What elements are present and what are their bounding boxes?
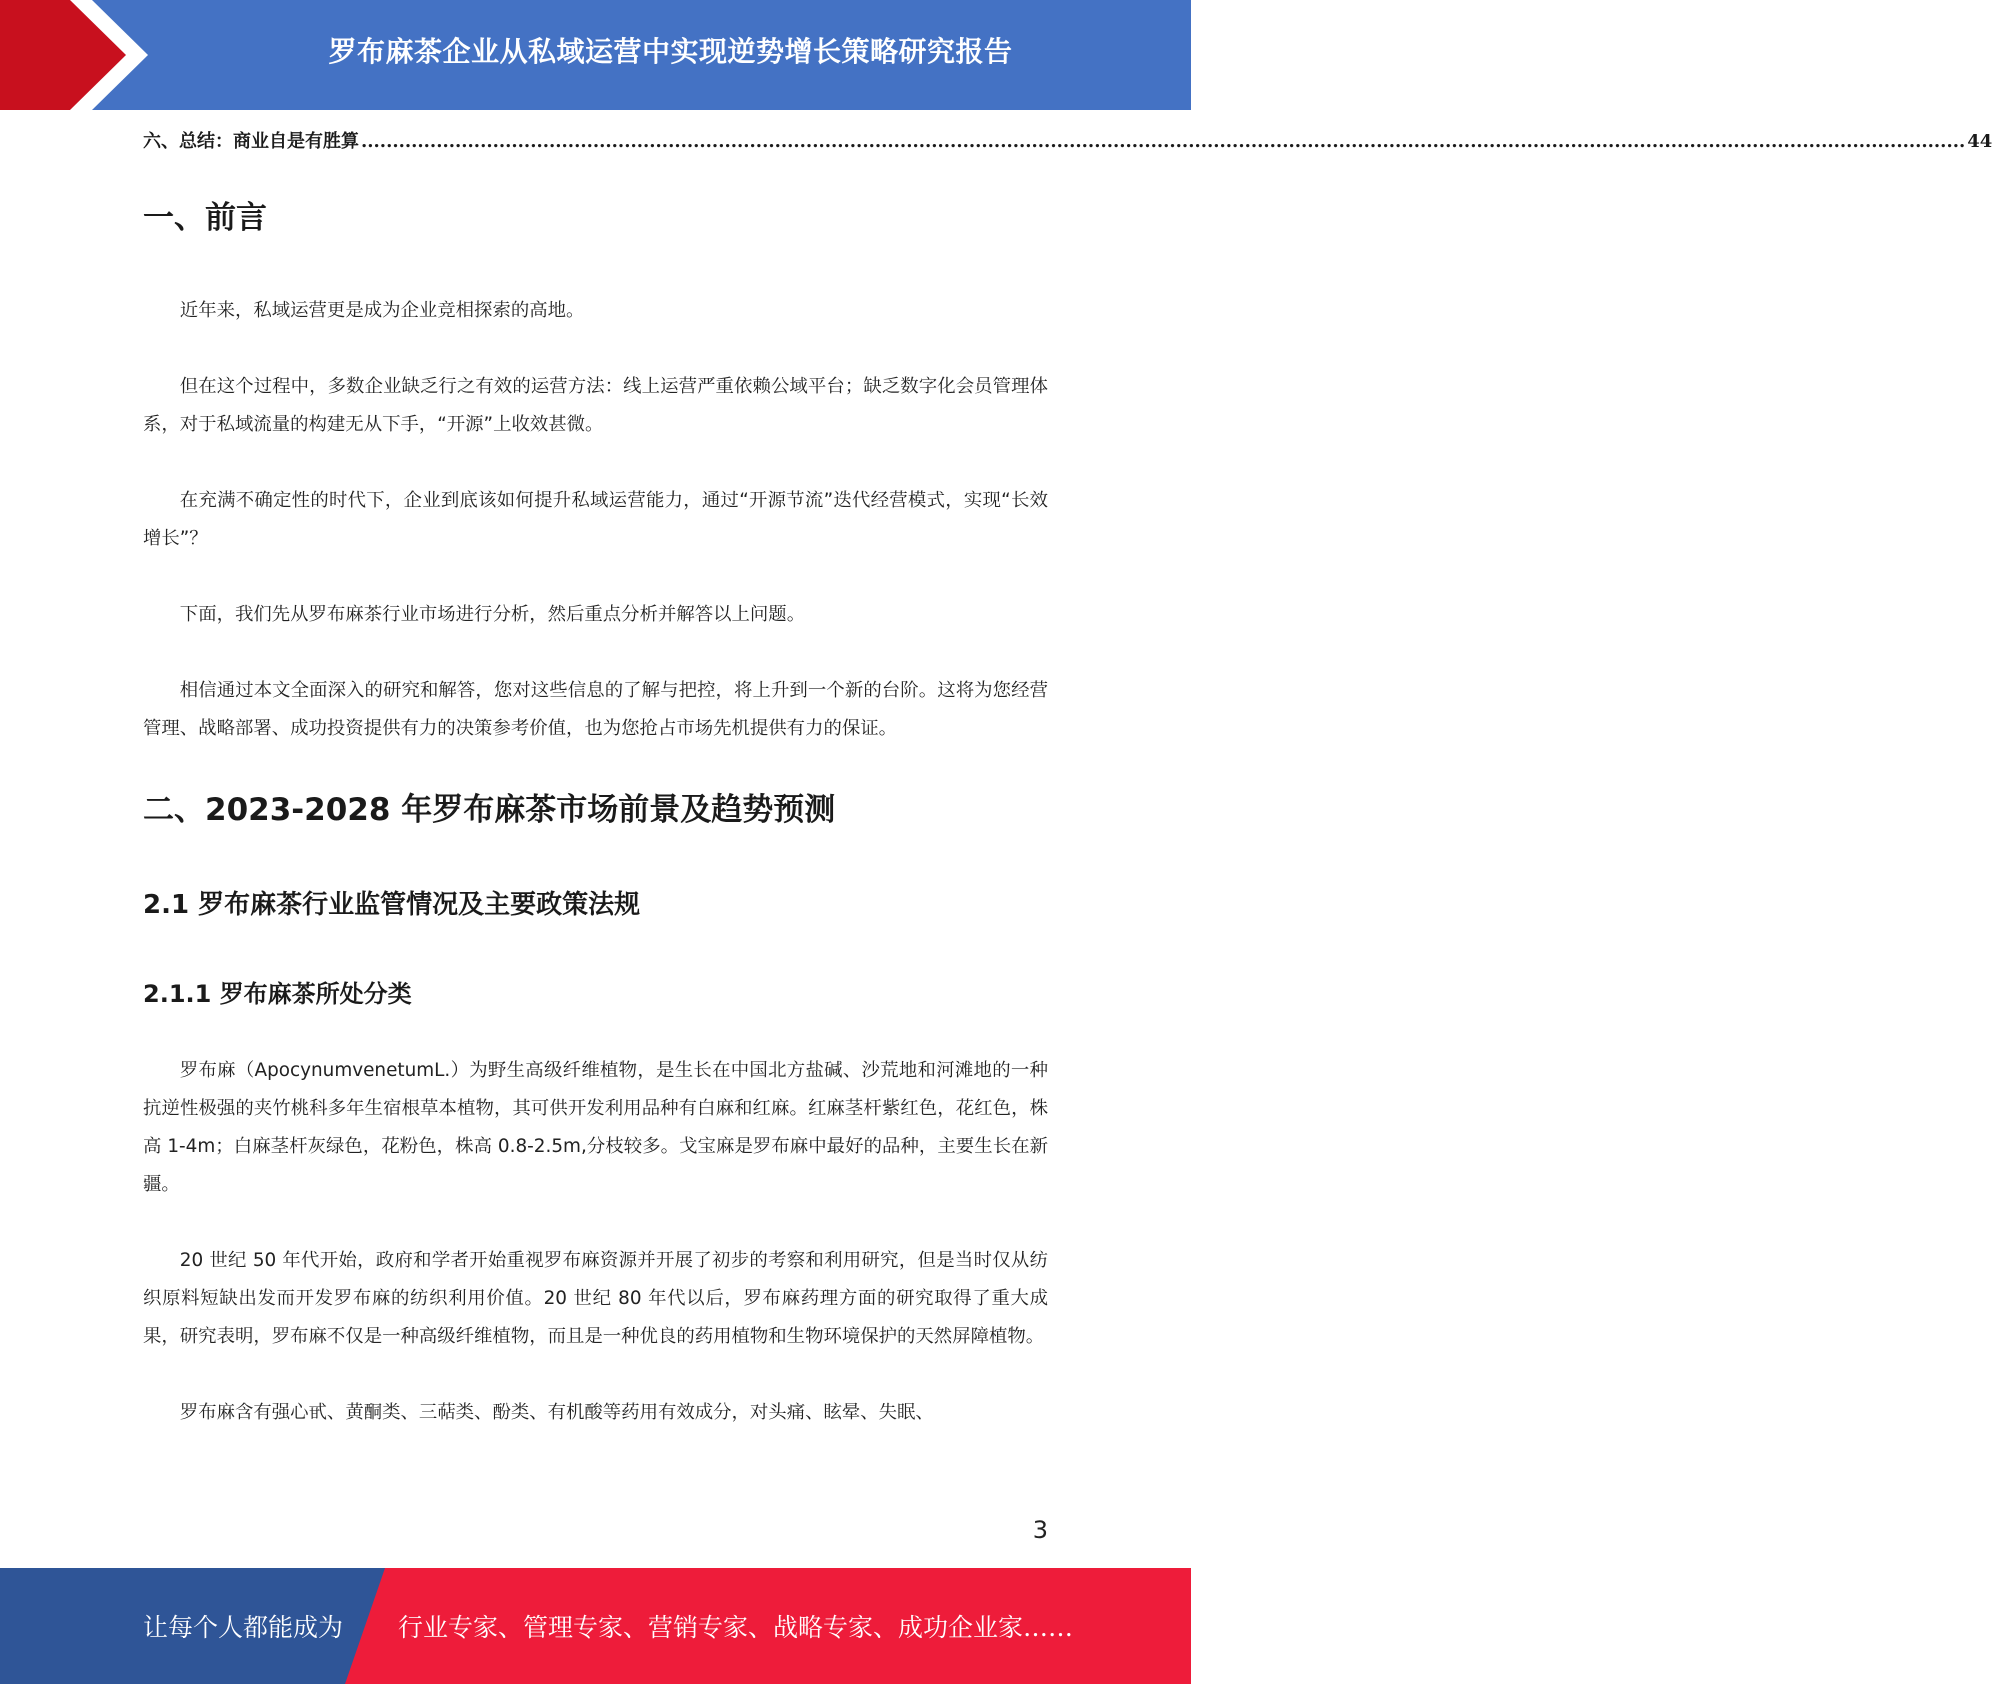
toc-entry-page: 44	[1967, 131, 1992, 152]
toc-entry[interactable]	[143, 126, 1992, 158]
footer-slogan-left: 让每个人都能成为	[143, 1613, 344, 1642]
toc-leader-dots: ................................................................................................................................................................................................................................................................	[361, 131, 1966, 152]
header-banner	[0, 0, 1191, 110]
section-heading-forecast: 二、2023-2028 年罗布麻茶市场前景及趋势预测	[143, 792, 836, 828]
classification-paragraph: 罗布麻（ApocynumvenetumL.）为野生高级纤维植物，是生长在中国北方盐碱、沙荒地和河滩地的一种抗逆性极强的夹竹桃科多年生宿根草本植物，其可供开发利用品种有白麻和红麻。红麻茎杆紫红色，花红色，株高 1-4m；白麻茎杆灰绿色，花粉色，株高 0.8-2.5m,分枝较多。戈宝麻是罗布麻中最好的品种，主要生长在新疆。	[143, 1060, 1048, 1195]
intro-paragraph: 近年来，私域运营更是成为企业竞相探索的高地。	[179, 300, 585, 321]
toc-entry-label: 六、总结：商业自是有胜算	[143, 131, 359, 152]
intro-paragraph: 相信通过本文全面深入的研究和解答，您对这些信息的了解与把控，将上升到一个新的台阶。这将为您经营管理、战略部署、成功投资提供有力的决策参考价值，也为您抢占市场先机提供有力的保证。	[143, 680, 1048, 739]
subsubsection-heading-classification: 2.1.1 罗布麻茶所处分类	[143, 980, 412, 1008]
classification-paragraph: 20 世纪 50 年代开始，政府和学者开始重视罗布麻资源并开展了初步的考察和利用研究，但是当时仅从纺织原料短缺出发而开发罗布麻的纺织利用价值。20 世纪 80 年代以后，罗布麻药理方面的研究取得了重大成果，研究表明，罗布麻不仅是一种高级纤维植物，而且是一种优良的药用植物和生物环境保护的天然屏障植物。	[143, 1250, 1048, 1347]
intro-paragraph: 但在这个过程中，多数企业缺乏行之有效的运营方法：线上运营严重依赖公域平台；缺乏数字化会员管理体系，对于私域流量的构建无从下手，“开源”上收效甚微。	[143, 376, 1048, 435]
page-content	[143, 126, 1992, 1432]
footer-banner	[0, 1568, 1191, 1684]
intro-paragraph: 下面，我们先从罗布麻茶行业市场进行分析，然后重点分析并解答以上问题。	[179, 604, 806, 625]
footer-slogan-right: 行业专家、管理专家、营销专家、战略专家、成功企业家……	[398, 1613, 1074, 1642]
intro-paragraph: 在充满不确定性的时代下，企业到底该如何提升私域运营能力，通过“开源节流”迭代经营模式，实现“长效增长”？	[143, 490, 1048, 549]
document-title: 罗布麻茶企业从私域运营中实现逆势增长策略研究报告	[328, 35, 1013, 68]
subsection-heading-regulation: 2.1 罗布麻茶行业监管情况及主要政策法规	[143, 890, 641, 920]
section-heading-intro: 一、前言	[143, 200, 267, 236]
page-number: 3	[1032, 1516, 1048, 1544]
classification-paragraph: 罗布麻含有强心甙、黄酮类、三萜类、酚类、有机酸等药用有效成分，对头痛、眩晕、失眠、	[179, 1402, 934, 1423]
